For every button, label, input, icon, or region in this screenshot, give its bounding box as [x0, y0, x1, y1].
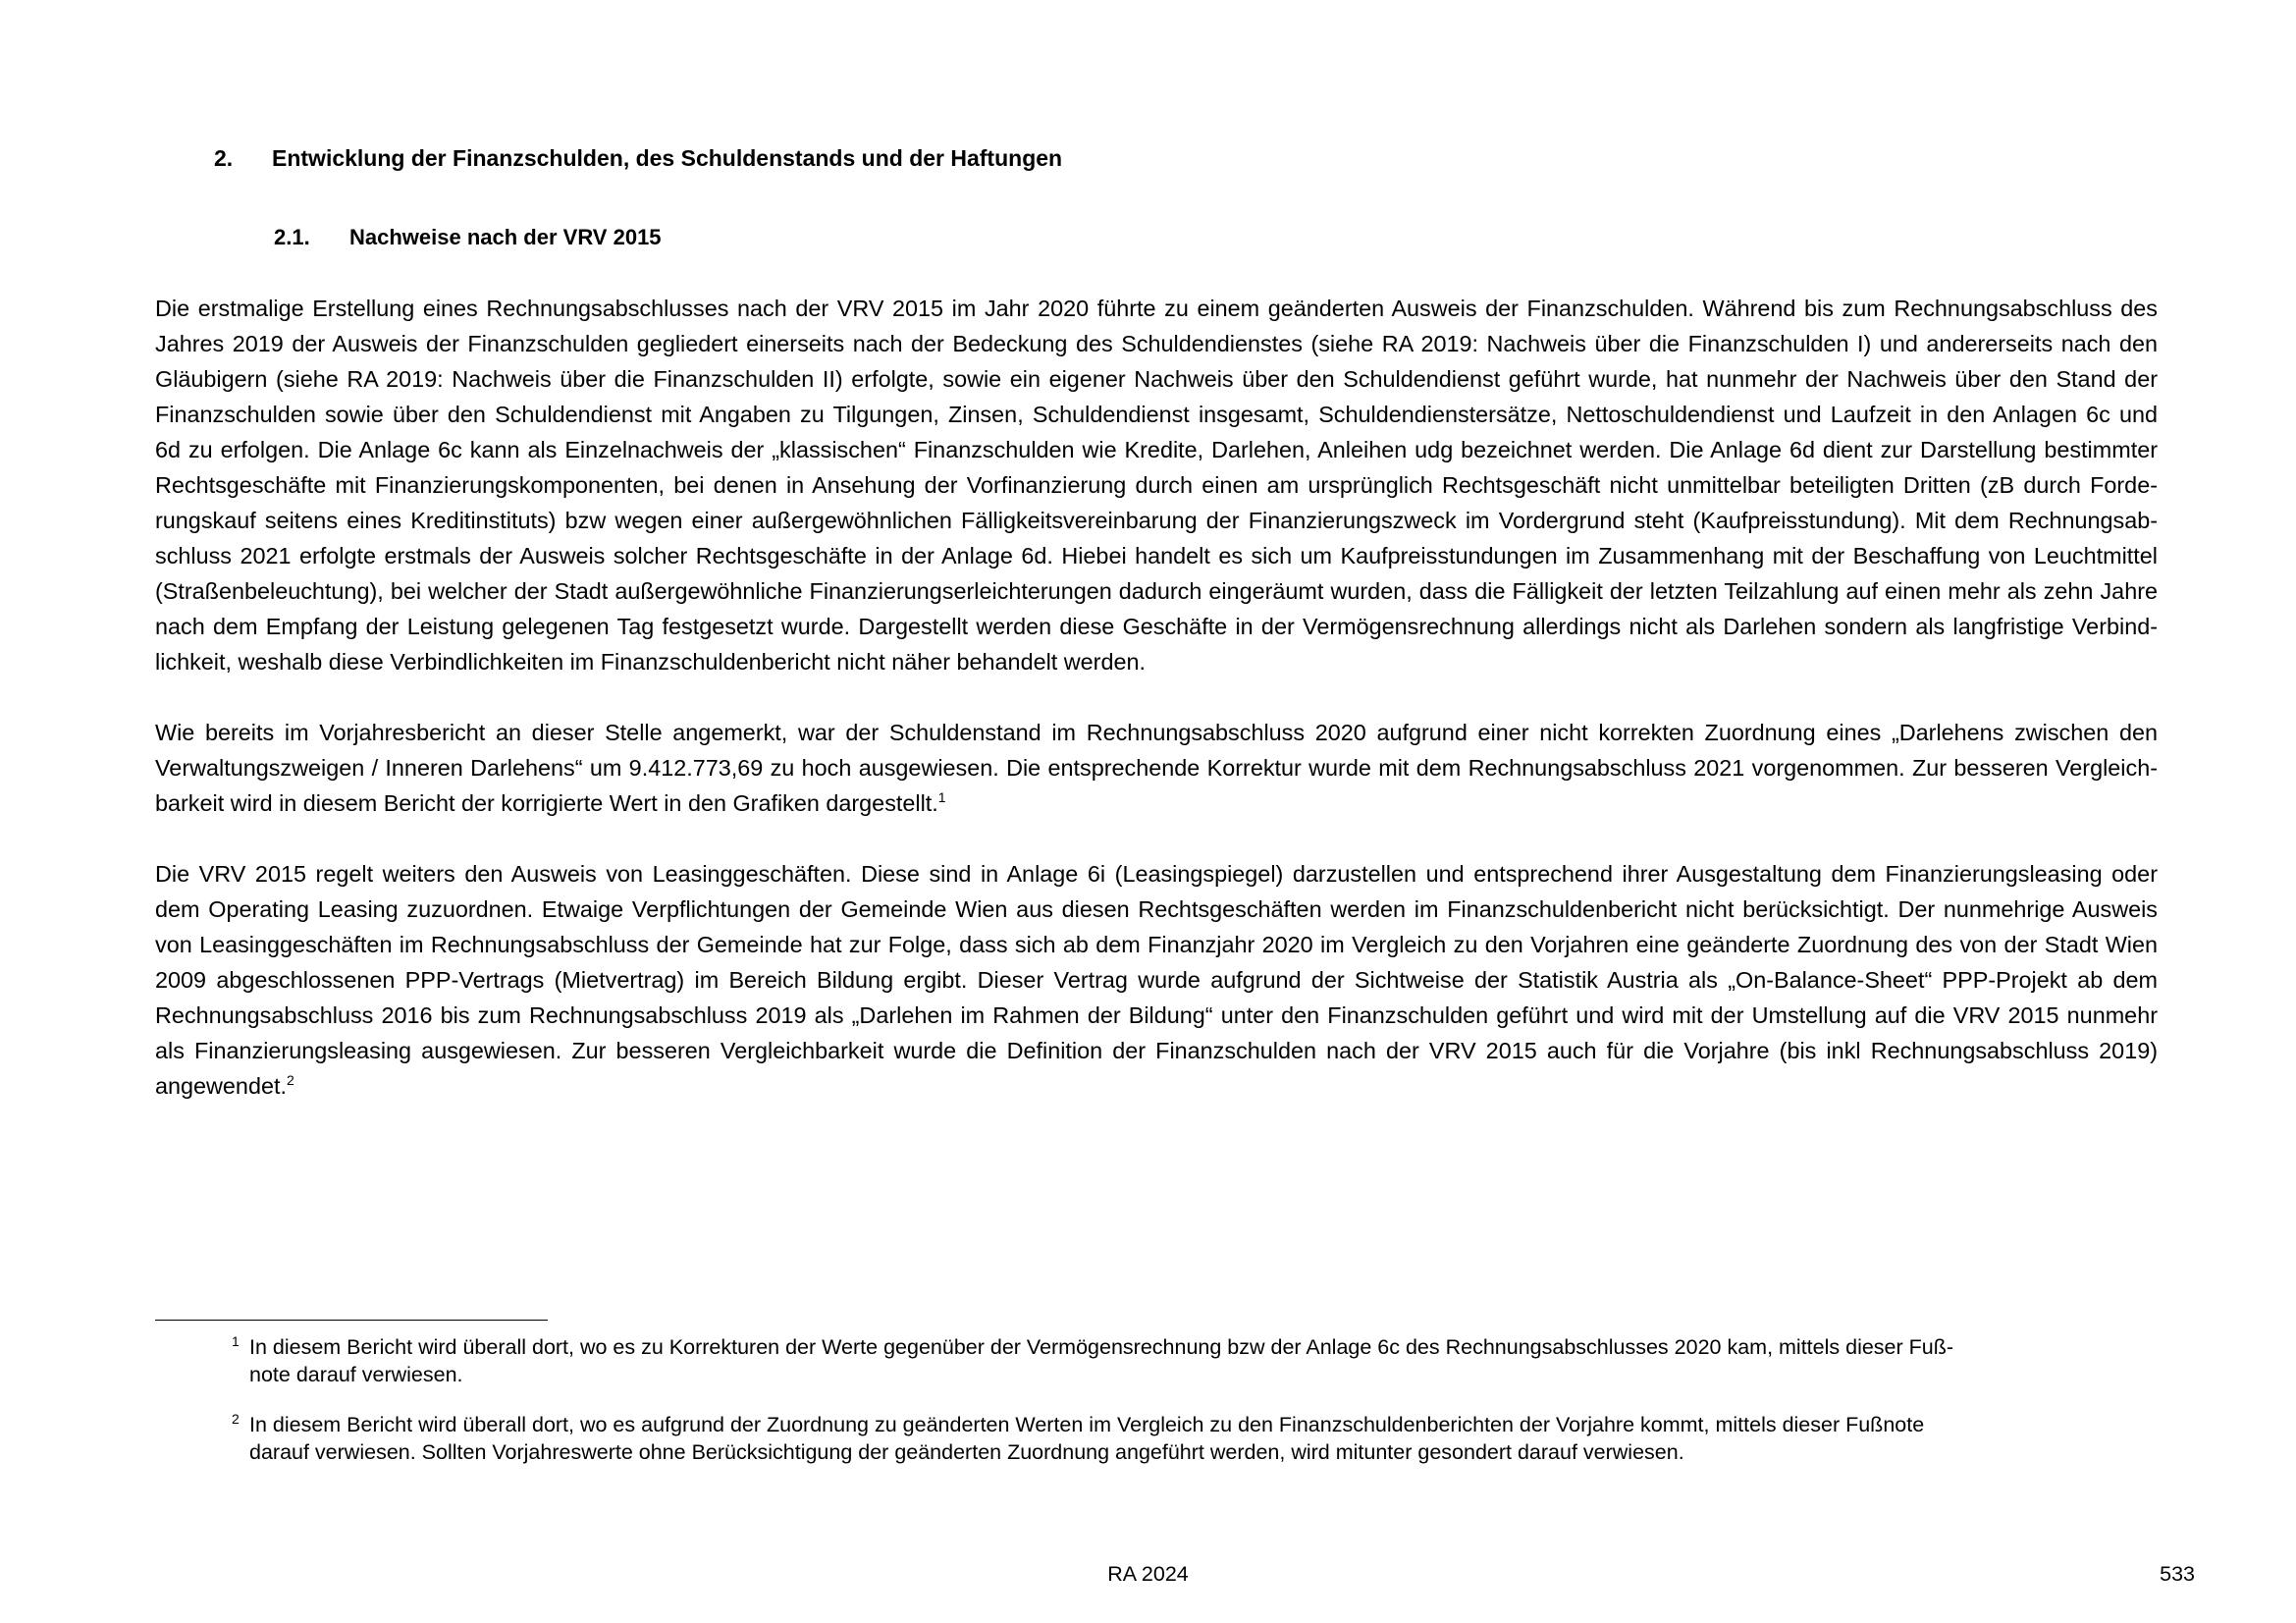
text-line: Finanzschulden sowie über den Schuldendienst mit Angaben zu Tilgungen, Zinsen, Schuldendienst insgesamt, Schuldendienstersätze, Nettoschuldendienst und Laufzeit in den Anlagen 6c und: [155, 402, 2158, 427]
footnote-1: [232, 1333, 2136, 1388]
text-line: (Straßenbeleuchtung), bei welcher der Stadt außergewöhnliche Finanzierungserleichterungen dadurch eingeräumt wurden, dass die Fälligkeit der letzten Teilzahlung auf einen mehr als zehn Jahre: [155, 578, 2158, 604]
footnote-line: note darauf verwiesen.: [249, 1363, 463, 1386]
text-line: Wie bereits im Vorjahresbericht an dieser Stelle angemerkt, war der Schuldenstand im Rechnungsabschluss 2020 aufgrund einer nicht korrekten Zuordnung eines „Darlehens zwischen den: [155, 720, 2158, 745]
section-number: 2.: [214, 145, 234, 171]
footnote-line: darauf verwiesen. Sollten Vorjahreswerte ohne Berücksichtigung der geänderten Zuordnung angeführt werden, wird mitunter gesondert darauf verwiesen.: [249, 1440, 1684, 1464]
footnote-separator: [155, 1320, 548, 1321]
text-line: Die erstmalige Erstellung eines Rechnungsabschlusses nach der VRV 2015 im Jahr 2020 führte zu einem geänderten Ausweis der Finanzschulden. Während bis zum Rechnungsabschluss des: [155, 296, 2158, 321]
text-line: Verwaltungszweigen / Inneren Darlehens“ um 9.412.773,69 zu hoch ausgewiesen. Die entsprechende Korrektur wurde mit dem Rechnungsabschluss 2021 vorgenommen. Zur besseren Vergleich-: [155, 755, 2158, 781]
footer-page-number: 533: [2160, 1562, 2195, 1586]
text-line: dem Operating Leasing zuzuordnen. Etwaige Verpflichtungen der Gemeinde Wien aus diesen Rechtsgeschäften werden im Finanzschuldenbericht nicht berücksichtigt. Der nunmehrige Ausweis: [155, 896, 2158, 922]
text-line: von Leasinggeschäften im Rechnungsabschluss der Gemeinde hat zur Folge, dass sich ab dem Finanzjahr 2020 im Vergleich zu den Vorjahren eine geänderte Zuordnung des von der Stadt Wien: [155, 932, 2158, 957]
text-line: als Finanzierungsleasing ausgewiesen. Zur besseren Vergleichbarkeit wurde die Definition der Finanzschulden nach der VRV 2015 auch für die Vorjahre (bis inkl Rechnungsabschluss 2019): [155, 1038, 2158, 1063]
text-segment: angewendet.: [155, 1073, 287, 1099]
footnote-line: In diesem Bericht wird überall dort, wo es aufgrund der Zuordnung zu geänderten Werten im Vergleich zu den Finanzschuldenberichten der Vorjahre kommt, mittels dieser Fußnote: [249, 1413, 1925, 1436]
text-line: Rechtsgeschäfte mit Finanzierungskomponenten, bei denen in Ansehung der Vorfinanzierung durch einen am ursprünglich Rechtsgeschäft nicht unmittelbar beteiligten Dritten (zB durch Forde-: [155, 472, 2158, 498]
text-line: 2009 abgeschlossenen PPP-Vertrags (Mietvertrag) im Bereich Bildung ergibt. Dieser Vertrag wurde aufgrund der Sichtweise der Statistik Austria als „On-Balance-Sheet“ PPP-Projekt ab dem: [155, 967, 2158, 993]
text-line: rungskauf seitens eines Kreditinstituts) bzw wegen einer außergewöhnlichen Fälligkeitsvereinbarung der Finanzierungszweck im Vordergrund steht (Kaufpreisstundung). Mit dem Rechnungsab-: [155, 508, 2158, 533]
text-line: 6d zu erfolgen. Die Anlage 6c kann als Einzelnachweis der „klassischen“ Finanzschulden wie Kredite, Darlehen, Anleihen udg bezeichnet werden. Die Anlage 6d dient zur Darstellung bestimmter: [155, 437, 2158, 462]
subsection-heading: [274, 225, 662, 250]
section-title: Entwicklung der Finanzschulden, des Schuldenstands und der Haftungen: [272, 145, 1063, 171]
paragraph-correction: [155, 715, 2158, 821]
text-line: Rechnungsabschluss 2016 bis zum Rechnungsabschluss 2019 als „Darlehen im Rahmen der Bildung“ unter den Finanzschulden geführt und wird mit der Umstellung auf die VRV 2015 nunmehr: [155, 1002, 2158, 1028]
section-heading: [214, 145, 1062, 172]
text-line: schluss 2021 erfolgte erstmals der Ausweis solcher Rechtsgeschäfte in der Anlage 6d. Hiebei handelt es sich um Kaufpreisstundungen im Zusammenhang mit der Beschaffung von Leuchtmittel: [155, 543, 2158, 568]
text-line: Gläubigern (siehe RA 2019: Nachweis über die Finanzschulden II) erfolgte, sowie ein eigener Nachweis über den Schuldendienst geführt wurde, hat nunmehr der Nachweis über den Stand der: [155, 366, 2158, 392]
paragraph-vrv-intro: [155, 291, 2158, 679]
text-segment: barkeit wird in diesem Bericht der korrigierte Wert in den Grafiken dargestellt.: [155, 790, 938, 816]
text-line: Jahres 2019 der Ausweis der Finanzschulden gegliedert einerseits nach der Bedeckung des Schuldendienstes (siehe RA 2019: Nachweis über die Finanzschulden I) und andererseits nach den: [155, 331, 2158, 356]
text-line-with-ref: [155, 785, 2158, 821]
subsection-title: Nachweise nach der VRV 2015: [349, 225, 662, 249]
footnote-text: [249, 1411, 2136, 1466]
paragraph-leasing: [155, 856, 2158, 1104]
footnote-number: 2: [232, 1411, 240, 1427]
footnote-reference-2[interactable]: 2: [286, 1072, 294, 1089]
footnote-line: In diesem Bericht wird überall dort, wo es zu Korrekturen der Werte gegenüber der Vermögensrechnung bzw der Anlage 6c des Rechnungsabschlusses 2020 kam, mittels dieser Fuß-: [249, 1335, 1954, 1359]
footer-document-label: RA 2024: [1107, 1562, 1189, 1586]
footnote-number: 1: [232, 1333, 240, 1349]
text-line: nach dem Empfang der Leistung gelegenen Tag festgesetzt wurde. Dargestellt werden diese Geschäfte in der Vermögensrechnung allerdings nicht als Darlehen sondern als langfristige Verbind-: [155, 614, 2158, 639]
subsection-number: 2.1.: [274, 225, 310, 249]
text-line-with-ref: [155, 1068, 2158, 1104]
text-line: Die VRV 2015 regelt weiters den Ausweis von Leasinggeschäften. Diese sind in Anlage 6i (Leasingspiegel) darzustellen und entsprechend ihrer Ausgestaltung dem Finanzierungsleasing oder: [155, 861, 2158, 887]
text-line: lichkeit, weshalb diese Verbindlichkeiten im Finanzschuldenbericht nicht näher behandelt werden.: [155, 649, 1146, 675]
footnote-reference-1[interactable]: 1: [937, 789, 946, 806]
footnote-text: [249, 1333, 2136, 1388]
footnote-2: [232, 1411, 2136, 1466]
